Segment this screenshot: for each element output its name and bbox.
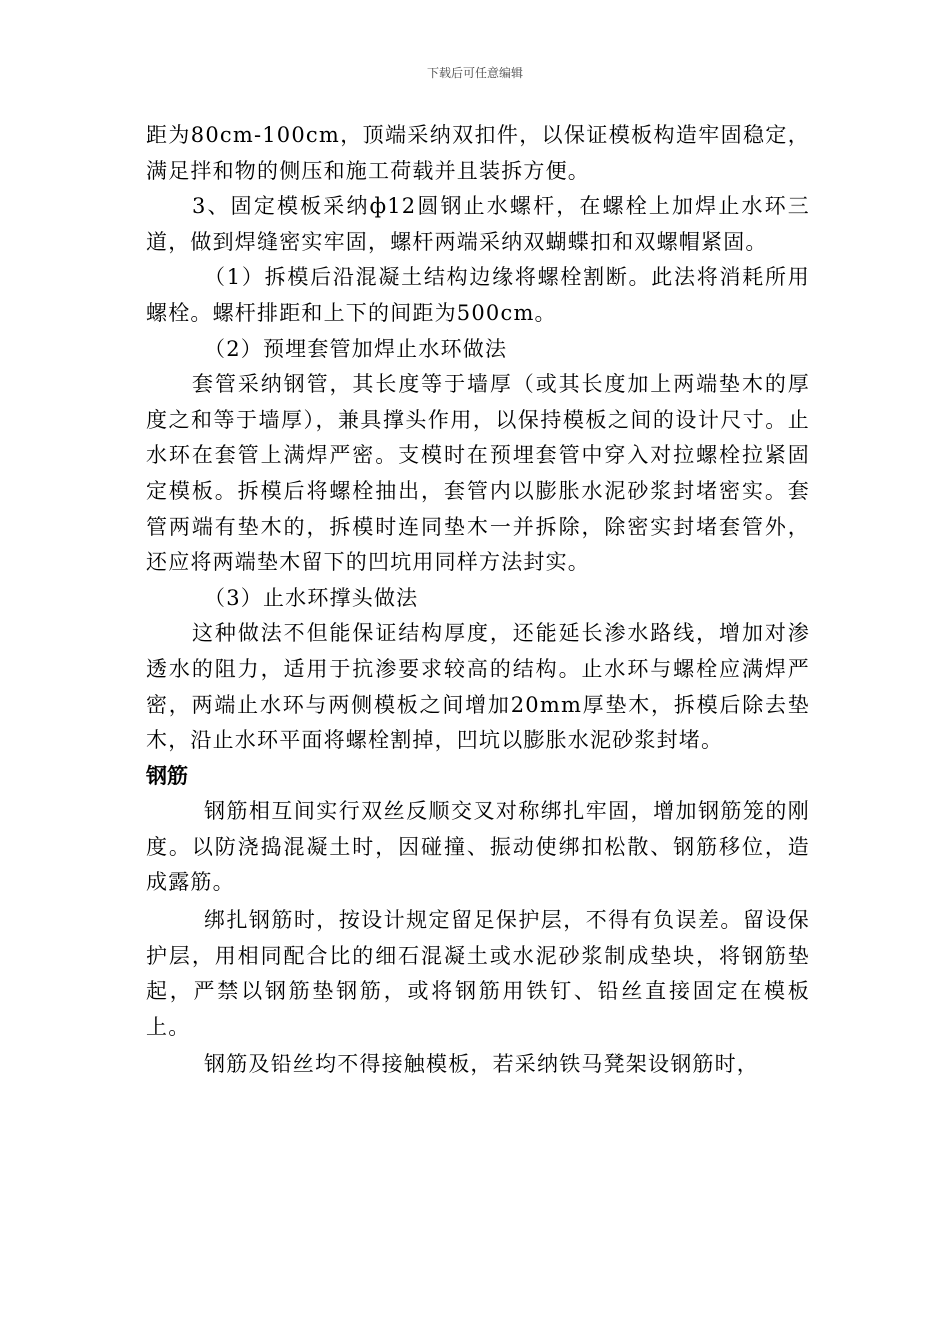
paragraph-rebar-contact: 钢筋及铅丝均不得接触模板，若采纳铁马凳架设钢筋时， — [204, 1052, 759, 1077]
paragraph-method-2-body: 套管采纳钢管，其长度等于墙厚（或其长度加上两端垫木的厚度之和等于墙厚），兼具撑头作用，以保持模板之间的设计尺寸。止水环在套管上满焊严密。支模时在预埋套管中穿入对拉螺栓拉紧固定模板。拆模后将螺栓抽出，套管内以膨胀水泥砂浆封堵密实。套管两端有垫木的，拆模时连同垫木一并拆除，除密实封堵套管外，还应将两端垫木留下的凹坑用同样方法封实。 — [146, 372, 810, 575]
paragraph-tie-bolts: 3、固定模板采纳ф12圆钢止水螺杆，在螺栓上加焊止水环三道，做到焊缝密实牢固，螺杆两端采纳双蝴蝶扣和双螺帽紧固。 — [146, 194, 810, 254]
paragraph-method-3-title: （3）止水环撑头做法 — [204, 585, 419, 610]
paragraph-rebar-cover: 绑扎钢筋时，按设计规定留足保护层，不得有负误差。留设保护层，用相同配合比的细石混凝土或水泥砂浆制成垫块，将钢筋垫起，严禁以钢筋垫钢筋，或将钢筋用铁钉、铅丝直接固定在模板上。 — [146, 908, 810, 1039]
paragraph-formwork-spacing: 距为80cm-100cm，顶端采纳双扣件，以保证模板构造牢固稳定，满足拌和物的侧压和施工荷载并且装拆方便。 — [146, 123, 810, 183]
paragraph-method-1: （1）拆模后沿混凝土结构边缘将螺栓割断。此法将消耗所用螺栓。螺杆排距和上下的间距为500cm。 — [146, 265, 810, 325]
page-header: 下载后可任意编辑 — [426, 66, 523, 80]
paragraph-method-2-title: （2）预埋套管加焊止水环做法 — [204, 336, 508, 361]
paragraph-method-3-body: 这种做法不但能保证结构厚度，还能延长渗水路线，增加对渗透水的阻力，适用于抗渗要求较高的结构。止水环与螺栓应满焊严密，两端止水环与两侧模板之间增加20mm厚垫木，拆模后除去垫木，沿止水环平面将螺栓割掉，凹坑以膨胀水泥砂浆封堵。 — [146, 621, 810, 753]
paragraph-rebar-binding: 钢筋相互间实行双丝反顺交叉对称绑扎牢固，增加钢筋笼的刚度。以防浇捣混凝土时，因碰撞、振动使绑扣松散、钢筋移位，造成露筋。 — [146, 799, 810, 895]
document-body — [146, 118, 810, 1083]
section-heading-rebar: 钢筋 — [146, 763, 188, 788]
